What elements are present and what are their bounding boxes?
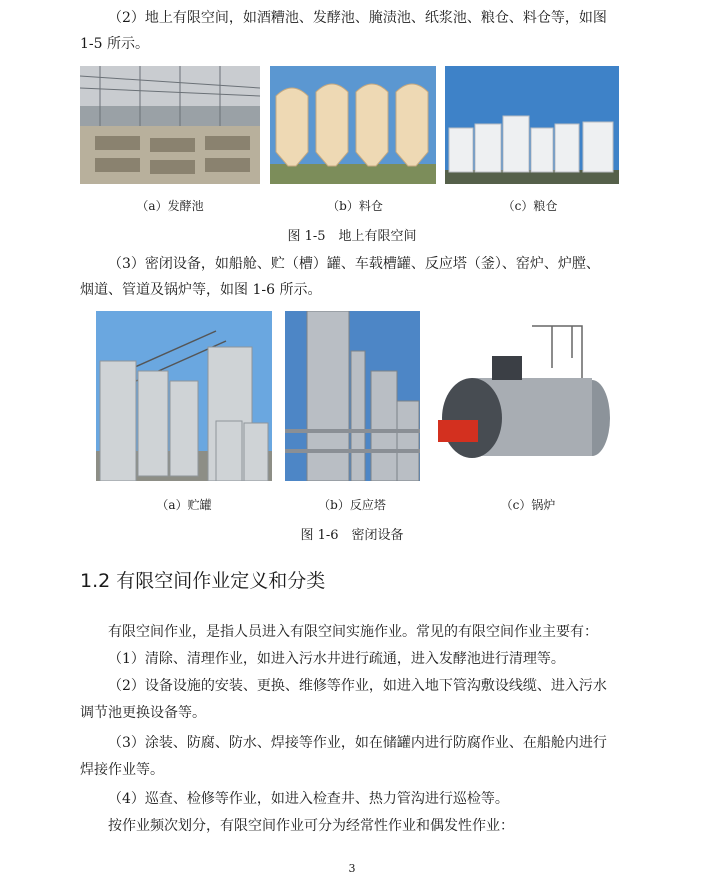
storage-tank-photo — [96, 311, 272, 481]
paragraph-line: （1）清除、清理作业，如进入污水井进行疏通，进入发酵池进行清理等。 — [108, 651, 565, 667]
paragraph-line: （2）地上有限空间，如酒糟池、发酵池、腌渍池、纸浆池、粮仓、料仓等，如图 — [108, 10, 607, 26]
material-silo-photo — [270, 66, 436, 184]
page-number: 3 — [348, 862, 356, 875]
paragraph-line: 按作业频次划分，有限空间作业可分为经常性作业和偶发性作业： — [108, 818, 514, 834]
figure-caption: （a）发酵池 — [136, 199, 204, 213]
section-heading: 1.2 有限空间作业定义和分类 — [80, 570, 326, 592]
paragraph-line: （3）密闭设备，如船舱、贮（槽）罐、车载槽罐、反应塔（釜）、窑炉、炉膛、 — [108, 256, 600, 272]
paragraph-line: 有限空间作业，是指人员进入有限空间实施作业。常见的有限空间作业主要有： — [108, 624, 598, 640]
paragraph-line: （2）设备设施的安装、更换、维修等作业，如进入地下管沟敷设线缆、进入污水 — [108, 678, 607, 694]
paragraph-line: 焊接作业等。 — [80, 762, 164, 778]
boiler-photo — [432, 318, 620, 470]
figure-caption: （c）粮仓 — [502, 199, 558, 213]
figure-title: 图 1-6 密闭设备 — [300, 528, 404, 543]
grain-silo-photo — [445, 66, 619, 184]
figure-title: 图 1-5 地上有限空间 — [287, 229, 417, 244]
paragraph-line: （4）巡查、检修等作业，如进入检查井、热力管沟进行巡检等。 — [108, 791, 509, 807]
paragraph-line: 烟道、管道及锅炉等，如图 1-6 所示。 — [80, 282, 322, 298]
figure-caption: （a）贮罐 — [156, 498, 212, 512]
paragraph-line: （3）涂装、防腐、防水、焊接等作业，如在储罐内进行防腐作业、在船舱内进行 — [108, 735, 607, 751]
figure-caption: （c）锅炉 — [500, 498, 556, 512]
fermentation-tank-photo — [80, 66, 260, 184]
figure-caption: （b）料仓 — [327, 199, 383, 213]
paragraph-line: 1-5 所示。 — [80, 36, 149, 52]
figure-caption: （b）反应塔 — [318, 498, 386, 512]
reaction-tower-photo — [285, 311, 420, 481]
paragraph-line: 调节池更换设备等。 — [80, 705, 206, 721]
